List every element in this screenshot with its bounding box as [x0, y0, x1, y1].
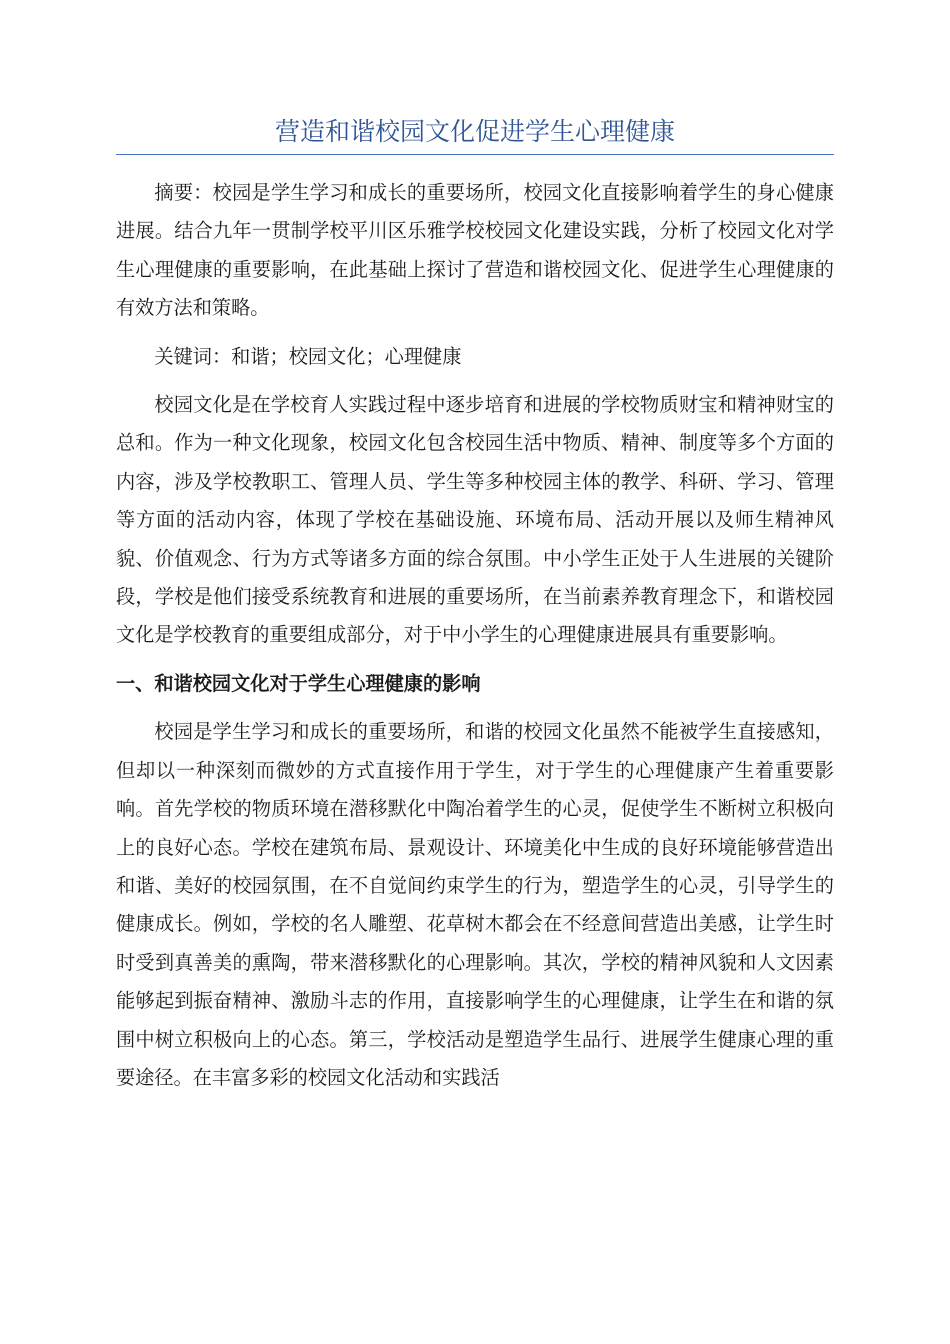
document-body [116, 174, 834, 1097]
keywords-paragraph: 关键词：和谐；校园文化；心理健康 [154, 344, 462, 368]
document-title: 营造和谐校园文化促进学生心理健康 [274, 117, 675, 146]
intro-paragraph: 校园文化是在学校育人实践过程中逐步培育和进展的学校物质财宝和精神财宝的总和。作为一种文化现象，校园文化包含校园生活中物质、精神、制度等多个方面的内容，涉及学校教职工、管理人员、学生等多种校园主体的教学、科研、学习、管理等方面的活动内容，体现了学校在基础设施、环境布局、活动开展以及师生精神风貌、价值观念、行为方式等诸多方面的综合氛围。中小学生正处于人生进展的关键阶段，学校是他们接受系统教育和进展的重要场所，在当前素养教育理念下，和谐校园文化是学校教育的重要组成部分，对于中小学生的心理健康进展具有重要影响。 [116, 393, 834, 647]
section-paragraph: 校园是学生学习和成长的重要场所，和谐的校园文化虽然不能被学生直接感知，但却以一种深刻而微妙的方式直接作用于学生，对于学生的心理健康产生着重要影响。首先学校的物质环境在潜移默化中陶冶着学生的心灵，促使学生不断树立积极向上的良好心态。学校在建筑布局、景观设计、环境美化中生成的良好环境能够营造出和谐、美好的校园氛围，在不自觉间约束学生的行为，塑造学生的心灵，引导学生的健康成长。例如，学校的名人雕塑、花草树木都会在不经意间营造出美感，让学生时时受到真善美的熏陶，带来潜移默化的心理影响。其次，学校的精神风貌和人文因素能够起到振奋精神、激励斗志的作用，直接影响学生的心理健康，让学生在和谐的氛围中树立积极向上的心态。第三，学校活动是塑造学生品行、进展学生健康心理的重要途径。在丰富多彩的校园文化活动和实践活 [116, 720, 834, 1089]
section-heading: 一、和谐校园文化对于学生心理健康的影响 [116, 671, 481, 695]
title-underline [116, 154, 834, 155]
abstract-paragraph: 摘要：校园是学生学习和成长的重要场所，校园文化直接影响着学生的身心健康进展。结合九年一贯制学校平川区乐雅学校校园文化建设实践，分析了校园文化对学生心理健康的重要影响，在此基础上探讨了营造和谐校园文化、促进学生心理健康的有效方法和策略。 [116, 181, 834, 320]
